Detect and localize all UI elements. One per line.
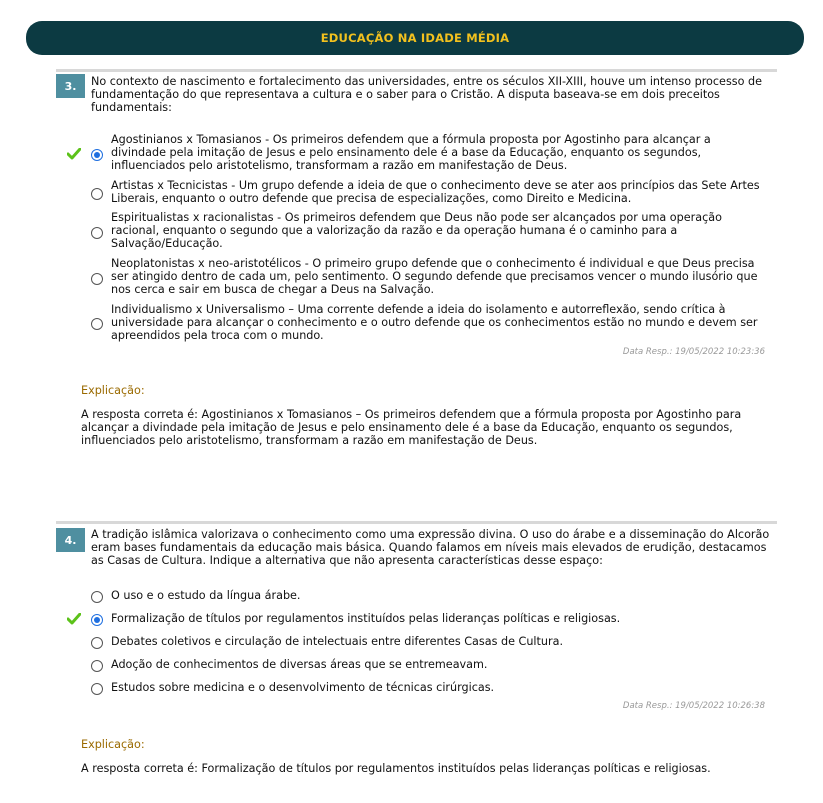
response-timestamp: Data Resp.: 19/05/2022 10:26:38 — [622, 701, 765, 711]
option-radio[interactable] — [91, 149, 103, 161]
question-divider — [56, 69, 777, 72]
option-radio[interactable] — [91, 318, 103, 330]
option-text: Neoplatonistas x neo-aristotélicos - O primeiro grupo defende que o conhecimento é individual e que Deus precisa ser atingido dentro de cada um, pelo sentimento. O segundo defende que precisamos vencer o mundo ilusório que nos cerca e sair em busca de chegar a Deus na Salvação. — [111, 257, 758, 296]
question-divider — [56, 521, 777, 524]
correct-check-icon — [67, 613, 81, 625]
explanation-text: A resposta correta é: Agostinianos x Tomasianos – Os primeiros defendem que a fórmula proposta por Agostinho para alcançar a divindade pela imitação de Jesus e pelo ensinamento dele é a base da Educação, enquanto os segundos, influenciados pelo aristotelismo, transformam a razão em manifestação de Deus. — [81, 408, 742, 447]
option-radio[interactable] — [91, 273, 103, 285]
option-radio[interactable] — [91, 660, 103, 672]
question-text: No contexto de nascimento e fortalecimento das universidades, entre os séculos XII-XIII, houve um intenso processo de fundamentação do que representava a cultura e o saber para o Cristão. A disputa baseava-se em dois preceitos fundamentais: — [91, 75, 762, 114]
option-radio[interactable] — [91, 637, 103, 649]
page-title: EDUCAÇÃO NA IDADE MÉDIA — [320, 31, 510, 45]
correct-check-icon — [67, 148, 81, 160]
explanation-text: A resposta correta é: Formalização de títulos por regulamentos instituídos pelas lideranças políticas e religiosas. — [81, 762, 711, 775]
response-timestamp: Data Resp.: 19/05/2022 10:23:36 — [622, 347, 765, 357]
option-radio[interactable] — [91, 227, 103, 239]
option-text: Estudos sobre medicina e o desenvolvimento de técnicas cirúrgicas. — [111, 681, 495, 694]
question-text: A tradição islâmica valorizava o conhecimento como uma expressão divina. O uso do árabe e a disseminação do Alcorão eram bases fundamentais da educação mais básica. Quando falamos em níveis mais elevados de erudição, destacamos as Casas de Cultura. Indique a alternativa que não apresenta características desse espaço: — [91, 528, 770, 567]
option-radio[interactable] — [91, 614, 103, 626]
option-text: O uso e o estudo da língua árabe. — [111, 589, 301, 602]
option-radio[interactable] — [91, 591, 103, 603]
option-text: Adoção de conhecimentos de diversas áreas que se entremeavam. — [111, 658, 488, 671]
option-radio[interactable] — [91, 188, 103, 200]
question-number-badge: 4. — [56, 528, 85, 552]
option-radio[interactable] — [91, 683, 103, 695]
option-text: Espiritualistas x racionalistas - Os primeiros defendem que Deus não pode ser alcançados por uma operação racional, enquanto o segundo que a valorização da razão e da operação humana é o caminho para a Salvação/Educação. — [111, 211, 722, 250]
option-text: Individualismo x Universalismo – Uma corrente defende a ideia do isolamento e autorreflexão, sendo crítica à universidade para alcançar o conhecimento e o outro defende que os conhecimentos estão no mundo e devem ser apreendidos pela troca com o mundo. — [111, 303, 758, 342]
explanation-label: Explicação: — [81, 738, 145, 751]
option-text: Formalização de títulos por regulamentos instituídos pelas lideranças políticas e religiosas. — [111, 612, 621, 625]
option-text: Debates coletivos e circulação de intelectuais entre diferentes Casas de Cultura. — [111, 635, 564, 648]
question-number-badge: 3. — [56, 74, 85, 98]
option-text: Artistas x Tecnicistas - Um grupo defende a ideia de que o conhecimento deve se ater aos princípios das Sete Artes Liberais, enquanto o outro defende que precisa de especializações, como Direito e Medicina. — [111, 179, 760, 205]
page-header — [26, 21, 804, 55]
explanation-label: Explicação: — [81, 384, 145, 397]
option-text: Agostinianos x Tomasianos - Os primeiros defendem que a fórmula proposta por Agostinho para alcançar a divindade pela imitação de Jesus e pelo ensinamento dele é a base da Educação, enquanto os segundos, influenciados pelo aristotelismo, transformam a razão em manifestação de Deus. — [111, 133, 711, 172]
